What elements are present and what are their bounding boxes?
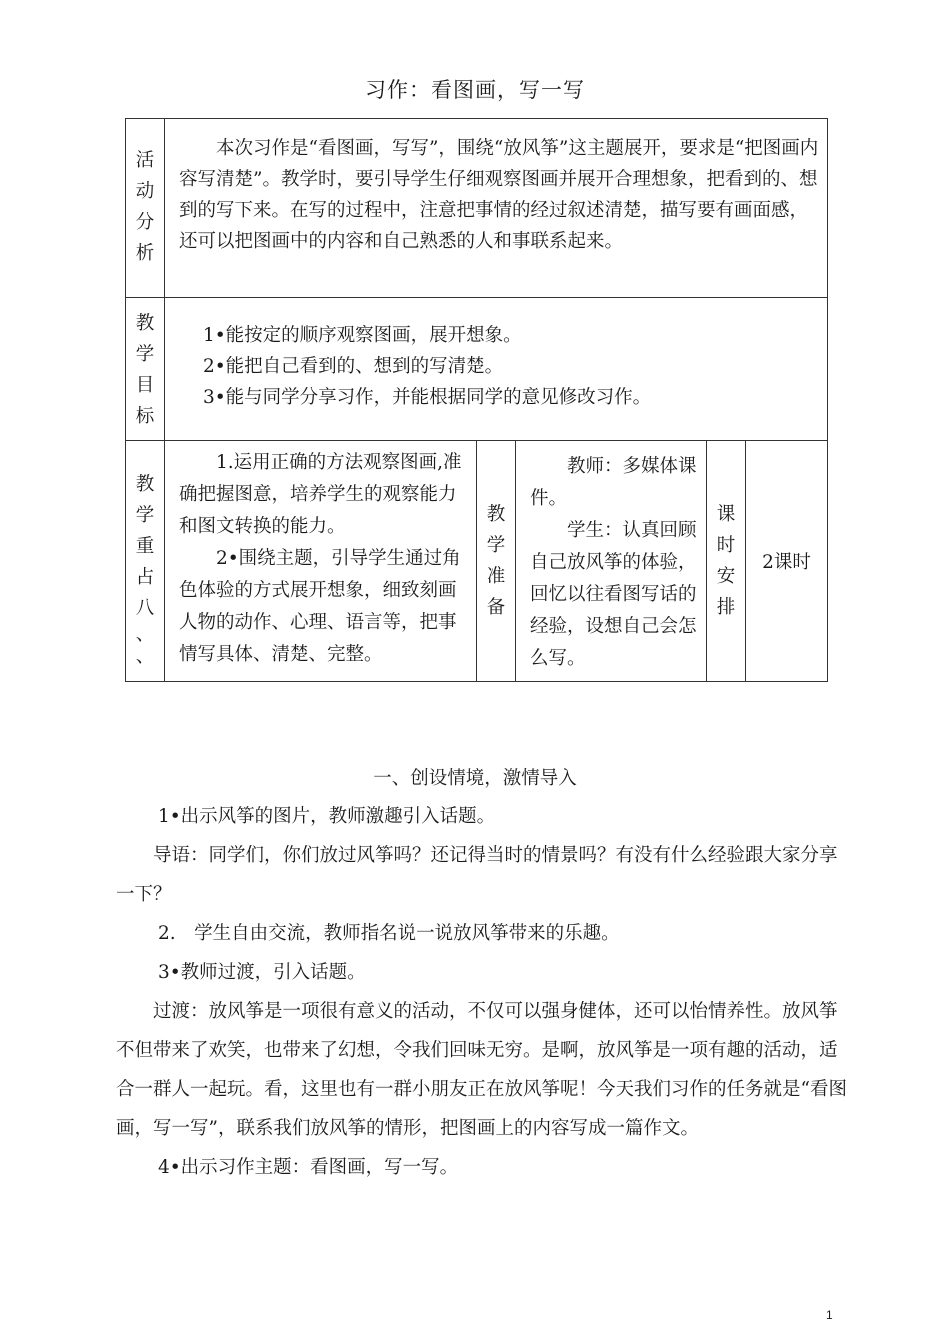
- goal-item: 2•能把自己看到的、想到的写清楚。: [203, 356, 504, 377]
- key-point-item: 1.运用正确的方法观察图画,准确把握图意，培养学生的观察能力和图文转换的能力。: [179, 452, 462, 537]
- goals-cell: [165, 298, 828, 441]
- prep-student: 学生：认真回顾自己放风筝的体验，回忆以往看图写话的经验，设想自己会怎么写。: [530, 520, 697, 669]
- analysis-row: [126, 119, 828, 298]
- schedule-label: 课 时 安 排: [707, 441, 746, 682]
- paragraph: 3•教师过渡，引入话题。: [158, 962, 366, 983]
- analysis-cell: [165, 119, 828, 298]
- prep-cell: [516, 441, 707, 682]
- goal-item: 1•能按定的顺序观察图画，展开想象。: [203, 325, 522, 346]
- analysis-text: 本次习作是“看图画，写写”，围绕“放风筝”这主题展开，要求是“把图画内容写清楚”。教学时，要引导学生仔细观察图画并展开合理想象，把看到的、想到的写下来。在写的过程中，注意把事情的经过叙述清楚，描写要有画面感，还可以把图画中的内容和自己熟悉的人和事联系起来。: [179, 138, 819, 252]
- page-title: 习作：看图画，写一写: [365, 78, 585, 102]
- goal-item: 3•能与同学分享习作，并能根据同学的意见修改习作。: [203, 387, 652, 408]
- analysis-label: 活 动 分 析: [126, 119, 165, 298]
- paragraph: 1•出示风筝的图片，教师激趣引入话题。: [158, 806, 496, 827]
- paragraph: 过渡：放风筝是一项很有意义的活动，不仅可以强身健体，还可以怡情养性。放风筝不但带来了欢笑，也带来了幻想，令我们回味无穷。是啊，放风筝是一项有趣的活动，适合一群人一起玩。看，这里也有一群小朋友正在放风筝呢！今天我们习作的任务就是“看图画，写一写”，联系我们放风筝的情形，把图画上的内容写成一篇作文。: [116, 1001, 847, 1139]
- schedule-value: 2课时: [746, 441, 828, 682]
- section-body: [116, 797, 850, 1187]
- paragraph: 2. 学生自由交流，教师指名说一说放风筝带来的乐趣。: [158, 923, 620, 944]
- page-number: 1: [826, 1308, 833, 1322]
- prep-label: 教 学 准 备: [477, 441, 516, 682]
- goals-label: 教 学 目 标: [126, 298, 165, 441]
- key-points-cell: [165, 441, 477, 682]
- key-point-item: 2•围绕主题，引导学生通过角色体验的方式展开想象，细致刻画人物的动作、心理、语言等，把事情写具体、清楚、完整。: [179, 548, 461, 665]
- goals-row: [126, 298, 828, 441]
- paragraph: 4•出示习作主题：看图画，写一写。: [158, 1157, 459, 1178]
- lesson-plan-table: [125, 118, 828, 682]
- paragraph: 导语：同学们，你们放过风筝吗？还记得当时的情景吗？有没有什么经验跟大家分享一下？: [116, 845, 838, 905]
- section-heading: 一、创设情境，激情导入: [373, 768, 577, 789]
- key-points-row: [126, 441, 828, 682]
- prep-teacher: 教师：多媒体课件。: [530, 456, 697, 509]
- key-points-label: 教 学 重 占 八 、 、: [126, 441, 165, 682]
